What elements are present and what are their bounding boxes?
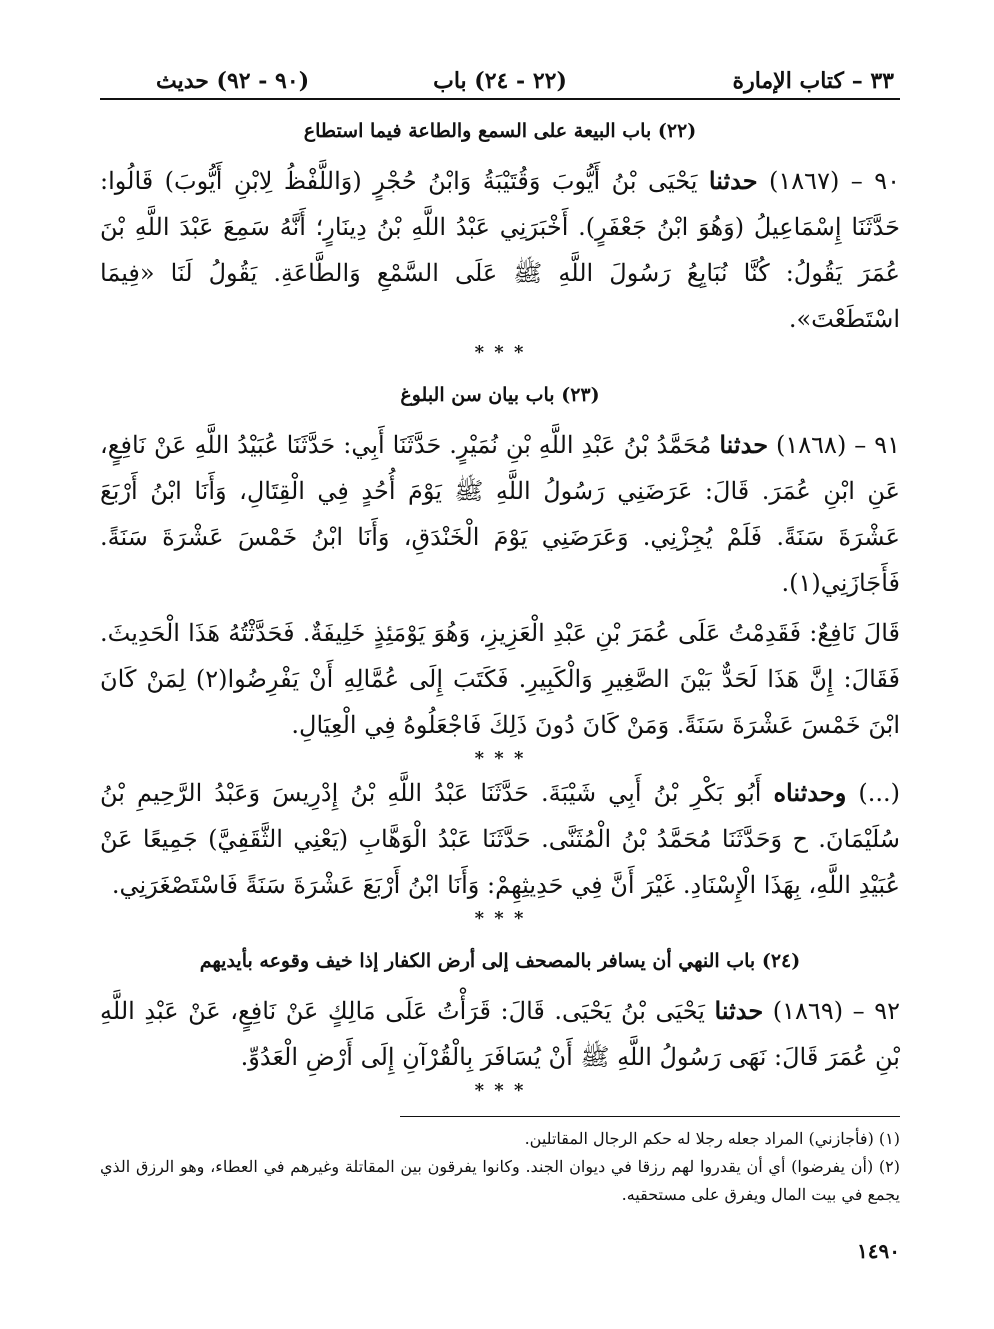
separator-stars-2: * * * — [474, 748, 526, 769]
separator-stars-3: * * * — [474, 908, 526, 929]
hadith-90-body: يَحْيَى بْنُ أَيُّوبَ وَقُتَيْبَةُ وَابْنُ حُجْرٍ (وَاللَّفْظُ لِابْنِ أَيُّوبَ) قَالُوا: حَدَّثَنَا إِسْمَاعِيلُ (وَهُوَ ابْنُ جَعْفَرٍ). أَخْبَرَنِي عَبْدُ اللَّهِ بْنُ دِينَارٍ؛ أَنَّهُ سَمِعَ عَبْدَ اللَّهِ بْنَ عُمَرَ يَقُولُ: كُنَّا نُبَايِعُ رَسُولَ اللَّهِ ﷺ عَلَى السَّمْعِ وَالطَّاعَةِ. يَقُولُ لَنَا «فِيمَا اسْتَطَعْتَ». — [100, 167, 900, 333]
hadith-92-text — [100, 988, 900, 1080]
hadith-91-number: ٩١ – (١٨٦٨) — [776, 431, 900, 459]
header-chapter-range: (٢٢ - ٢٤) باب — [433, 68, 567, 94]
footnote-2: (٢) (أن يفرضوا) أي أن يقدروا لهم رزقا في ديوان الجند. وكانوا يفرقون بين المقاتلة وغيرهم في العطاء، وهو الرزق الذي يجمع في بيت المال ويفرق على مستحقيه. — [100, 1157, 900, 1204]
footnotes — [100, 1125, 900, 1209]
chapter-title-22: (٢٢) باب البيعة على السمع والطاعة فيما استطاع — [303, 120, 697, 142]
hadith-91-variant-number: (...) — [858, 779, 900, 807]
hadith-91-variant-body: أَبُو بَكْرِ بْنُ أَبِي شَيْبَةَ. حَدَّثَنَا عَبْدُ اللَّهِ بْنُ إِدْرِيسَ وَعَبْدُ الرَّحِيمِ بْنُ سُلَيْمَانَ. ح وَحَدَّثَنَا مُحَمَّدُ بْنُ الْمُثَنَّى. حَدَّثَنَا عَبْدُ الْوَهَّابِ (يَعْنِي الثَّقَفِيَّ) جَمِيعًا عَنْ عُبَيْدِ اللَّهِ، بِهَذَا الْإِسْنَادِ. غَيْرَ أَنَّ فِي حَدِيثِهِمْ: وَأَنَا ابْنُ أَرْبَعَ عَشْرَةَ سَنَةً فَاسْتَصْغَرَنِي. — [100, 779, 900, 899]
hadith-92-number: ٩٢ – (١٨٦٩) — [772, 997, 900, 1025]
hadith-91 — [100, 422, 900, 748]
chapter-title-23: (٢٣) باب بيان سن البلوغ — [400, 384, 600, 406]
book-page — [100, 58, 900, 1263]
hadith-91-variant-marker: وحدثناه — [773, 778, 847, 807]
hadith-91-text — [100, 422, 900, 606]
hadith-91-body: مُحَمَّدُ بْنُ عَبْدِ اللَّهِ بْنِ نُمَيْرٍ. حَدَّثَنَا أَبِي: حَدَّثَنَا عُبَيْدُ اللَّهِ عَنْ نَافِعٍ، عَنِ ابْنِ عُمَرَ. قَالَ: عَرَضَنِي رَسُولُ اللَّهِ ﷺ يَوْمَ أُحُدٍ فِي الْقِتَالِ، وَأَنَا ابْنُ أَرْبَعَ عَشْرَةَ سَنَةً. فَلَمْ يُجِزْنِي. وَعَرَضَنِي يَوْمَ الْخَنْدَقِ، وَأَنَا ابْنُ خَمْسَ عَشْرَةَ سَنَةً. فَأَجَازَنِي(١). — [100, 431, 900, 597]
hadith-90-marker: حدثنا — [708, 166, 758, 195]
hadith-90 — [100, 158, 900, 342]
chapter-title-24: (٢٤) باب النهي أن يسافر بالمصحف إلى أرض الكفار إذا خيف وقوعه بأيديهم — [199, 950, 801, 972]
footnote-divider — [400, 1116, 900, 1117]
separator-stars-1: * * * — [474, 342, 526, 363]
hadith-92-body: يَحْيَى بْنُ يَحْيَى. قَالَ: قَرَأْتُ عَلَى مَالِكٍ عَنْ نَافِعٍ، عَنْ عَبْدِ اللَّهِ بْنِ عُمَرَ قَالَ: نَهَى رَسُولُ اللَّهِ ﷺ أَنْ يُسَافَرَ بِالْقُرْآنِ إِلَى أَرْضِ الْعَدُوِّ. — [100, 997, 900, 1071]
hadith-92 — [100, 988, 900, 1080]
hadith-91-variant — [100, 770, 900, 908]
header-book-title: ٣٣ – كتاب الإمارة — [732, 68, 894, 94]
hadith-90-text — [100, 158, 900, 342]
separator-stars-4: * * * — [474, 1080, 526, 1101]
page-number: ١٤٩٠ — [857, 1239, 900, 1263]
hadith-91-nafi-paragraph: قَالَ نَافِعٌ: فَقَدِمْتُ عَلَى عُمَرَ بْنِ عَبْدِ الْعَزِيزِ، وَهُوَ يَوْمَئِذٍ خَلِيفَةٌ. فَحَدَّثْتُهُ هَذَا الْحَدِيثَ. فَقَالَ: إِنَّ هَذَا لَحَدٌّ بَيْنَ الصَّغِيرِ وَالْكَبِيرِ. فَكَتَبَ إِلَى عُمَّالِهِ أَنْ يَفْرِضُوا(٢) لِمَنْ كَانَ ابْنَ خَمْسَ عَشْرَةَ سَنَةً. وَمَنْ كَانَ دُونَ ذَلِكَ فَاجْعَلُوهُ فِي الْعِيَالِ. — [100, 619, 901, 739]
footnote-1: (١) (فأجازني) المراد جعله رجلا له حكم الرجال المقاتلين. — [524, 1129, 900, 1148]
running-header — [100, 58, 900, 100]
hadith-91-variant-text — [100, 770, 900, 908]
hadith-92-marker: حدثنا — [714, 996, 764, 1025]
header-hadith-range: (٩٠ - ٩٢) حديث — [156, 68, 310, 94]
hadith-91-marker: حدثنا — [719, 430, 769, 459]
hadith-90-number: ٩٠ – (١٨٦٧) — [769, 167, 900, 195]
